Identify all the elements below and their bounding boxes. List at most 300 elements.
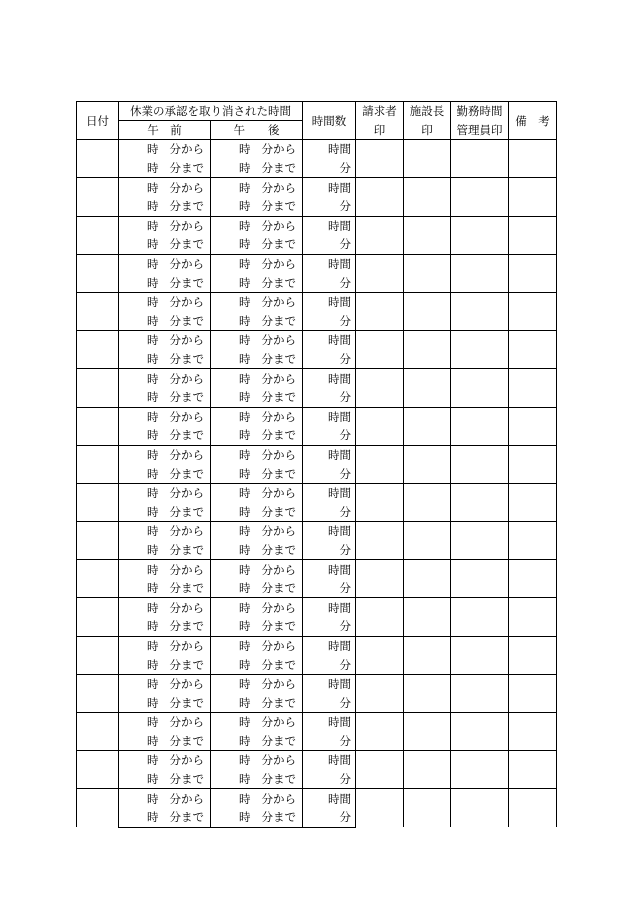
requester-seal-cell[interactable] <box>356 178 404 216</box>
facility-seal-cell[interactable] <box>404 254 451 292</box>
remarks-cell[interactable] <box>509 483 557 521</box>
from-label: 分から <box>169 371 204 386</box>
hours-unit-label: 時間 <box>328 180 351 195</box>
hour-label: 時 <box>239 486 251 501</box>
am-to-cell[interactable] <box>119 693 211 712</box>
from-label: 分から <box>261 638 296 653</box>
facility-seal-cell[interactable] <box>404 292 451 330</box>
to-label: 分まで <box>261 581 296 596</box>
from-label: 分から <box>261 753 296 768</box>
minutes-unit-label: 分 <box>339 428 351 443</box>
pm-to-cell[interactable] <box>211 312 303 331</box>
manager-seal-cell[interactable] <box>451 216 509 254</box>
date-cell[interactable] <box>77 369 119 407</box>
hours-cell[interactable] <box>303 522 356 541</box>
hours-cell[interactable] <box>303 140 356 159</box>
minutes-cell[interactable] <box>303 426 356 445</box>
hour-label: 時 <box>239 753 251 768</box>
am-from-cell[interactable] <box>119 292 211 311</box>
manager-seal-cell[interactable] <box>451 789 509 827</box>
am-from-cell[interactable] <box>119 522 211 541</box>
minutes-cell[interactable] <box>303 579 356 598</box>
to-label: 分まで <box>169 695 204 710</box>
requester-seal-cell[interactable] <box>356 407 404 445</box>
remarks-cell[interactable] <box>509 445 557 483</box>
minutes-unit-label: 分 <box>339 466 351 481</box>
table-row <box>77 713 557 732</box>
hour-label: 時 <box>147 600 159 615</box>
manager-seal-cell[interactable] <box>451 140 509 178</box>
hour-label: 時 <box>147 810 159 825</box>
minutes-cell[interactable] <box>303 693 356 712</box>
pm-to-cell[interactable] <box>211 655 303 674</box>
remarks-cell[interactable] <box>509 522 557 560</box>
hour-label: 時 <box>147 542 159 557</box>
hour-label: 時 <box>239 199 251 214</box>
hours-cell[interactable] <box>303 292 356 311</box>
from-label: 分から <box>169 486 204 501</box>
table-row <box>77 560 557 579</box>
pm-to-cell[interactable] <box>211 159 303 178</box>
hours-cell[interactable] <box>303 713 356 732</box>
minutes-unit-label: 分 <box>339 275 351 290</box>
date-cell[interactable] <box>77 445 119 483</box>
minutes-cell[interactable] <box>303 655 356 674</box>
facility-seal-cell[interactable] <box>404 445 451 483</box>
pm-to-cell[interactable] <box>211 502 303 521</box>
hour-label: 時 <box>147 466 159 481</box>
remarks-cell[interactable] <box>509 407 557 445</box>
requester-seal-cell[interactable] <box>356 369 404 407</box>
from-label: 分から <box>169 295 204 310</box>
date-cell[interactable] <box>77 713 119 751</box>
remarks-cell[interactable] <box>509 636 557 674</box>
to-label: 分まで <box>261 390 296 405</box>
am-to-cell[interactable] <box>119 464 211 483</box>
facility-seal-cell[interactable] <box>404 789 451 827</box>
facility-seal-cell[interactable] <box>404 369 451 407</box>
am-to-cell[interactable] <box>119 732 211 751</box>
table-row <box>77 674 557 693</box>
date-cell[interactable] <box>77 674 119 712</box>
date-cell[interactable] <box>77 292 119 330</box>
hour-label: 時 <box>239 542 251 557</box>
minutes-unit-label: 分 <box>339 161 351 176</box>
from-label: 分から <box>169 409 204 424</box>
from-label: 分から <box>261 447 296 462</box>
header-hours: 時間数 <box>303 102 356 140</box>
remarks-cell[interactable] <box>509 789 557 827</box>
am-from-cell[interactable] <box>119 407 211 426</box>
hours-unit-label: 時間 <box>328 638 351 653</box>
am-from-cell[interactable] <box>119 674 211 693</box>
to-label: 分まで <box>261 542 296 557</box>
from-label: 分から <box>169 791 204 806</box>
manager-seal-cell[interactable] <box>451 483 509 521</box>
hour-label: 時 <box>239 390 251 405</box>
remarks-cell[interactable] <box>509 369 557 407</box>
requester-seal-cell[interactable] <box>356 598 404 636</box>
requester-seal-cell[interactable] <box>356 254 404 292</box>
from-label: 分から <box>261 409 296 424</box>
to-label: 分まで <box>169 542 204 557</box>
header-pm: 午 後 <box>211 121 303 140</box>
hour-label: 時 <box>239 447 251 462</box>
hours-cell[interactable] <box>303 598 356 617</box>
remarks-cell[interactable] <box>509 331 557 369</box>
pm-to-cell[interactable] <box>211 808 303 827</box>
hour-label: 時 <box>239 504 251 519</box>
am-to-cell[interactable] <box>119 579 211 598</box>
from-label: 分から <box>261 371 296 386</box>
remarks-cell[interactable] <box>509 751 557 789</box>
hour-label: 時 <box>239 810 251 825</box>
am-from-cell[interactable] <box>119 789 211 808</box>
to-label: 分まで <box>261 733 296 748</box>
hour-label: 時 <box>147 772 159 787</box>
pm-from-cell[interactable] <box>211 140 303 159</box>
from-label: 分から <box>261 218 296 233</box>
am-from-cell[interactable] <box>119 751 211 770</box>
minutes-cell[interactable] <box>303 159 356 178</box>
facility-seal-cell[interactable] <box>404 407 451 445</box>
requester-seal-cell[interactable] <box>356 751 404 789</box>
manager-seal-cell[interactable] <box>451 636 509 674</box>
requester-seal-cell[interactable] <box>356 522 404 560</box>
am-to-cell[interactable] <box>119 541 211 560</box>
am-from-cell[interactable] <box>119 483 211 502</box>
requester-seal-cell[interactable] <box>356 713 404 751</box>
hour-label: 時 <box>239 619 251 634</box>
am-to-cell[interactable] <box>119 312 211 331</box>
from-label: 分から <box>261 524 296 539</box>
pm-from-cell[interactable] <box>211 178 303 197</box>
to-label: 分まで <box>261 619 296 634</box>
manager-seal-cell[interactable] <box>451 445 509 483</box>
minutes-cell[interactable] <box>303 464 356 483</box>
hours-cell[interactable] <box>303 254 356 273</box>
pm-from-cell[interactable] <box>211 789 303 808</box>
to-label: 分まで <box>261 466 296 481</box>
minutes-cell[interactable] <box>303 502 356 521</box>
am-to-cell[interactable] <box>119 159 211 178</box>
minutes-cell[interactable] <box>303 235 356 254</box>
am-from-cell[interactable] <box>119 598 211 617</box>
from-label: 分から <box>169 715 204 730</box>
am-from-cell[interactable] <box>119 560 211 579</box>
am-from-cell[interactable] <box>119 331 211 350</box>
pm-from-cell[interactable] <box>211 292 303 311</box>
date-cell[interactable] <box>77 216 119 254</box>
manager-seal-cell[interactable] <box>451 560 509 598</box>
pm-from-cell[interactable] <box>211 636 303 655</box>
to-label: 分まで <box>169 199 204 214</box>
hours-cell[interactable] <box>303 407 356 426</box>
date-cell[interactable] <box>77 522 119 560</box>
date-cell[interactable] <box>77 560 119 598</box>
to-label: 分まで <box>261 504 296 519</box>
remarks-cell[interactable] <box>509 560 557 598</box>
pm-to-cell[interactable] <box>211 350 303 369</box>
minutes-unit-label: 分 <box>339 619 351 634</box>
pm-to-cell[interactable] <box>211 426 303 445</box>
table-body <box>77 140 557 827</box>
hours-cell[interactable] <box>303 445 356 464</box>
pm-to-cell[interactable] <box>211 197 303 216</box>
to-label: 分まで <box>169 313 204 328</box>
pm-from-cell[interactable] <box>211 407 303 426</box>
to-label: 分まで <box>169 581 204 596</box>
table-row <box>77 636 557 655</box>
to-label: 分まで <box>169 772 204 787</box>
minutes-cell[interactable] <box>303 808 356 827</box>
requester-seal-cell[interactable] <box>356 674 404 712</box>
hour-label: 時 <box>239 237 251 252</box>
date-cell[interactable] <box>77 751 119 789</box>
hours-cell[interactable] <box>303 560 356 579</box>
hour-label: 時 <box>239 733 251 748</box>
manager-seal-cell[interactable] <box>451 751 509 789</box>
minutes-cell[interactable] <box>303 388 356 407</box>
hours-cell[interactable] <box>303 789 356 808</box>
hour-label: 時 <box>147 390 159 405</box>
hour-label: 時 <box>239 791 251 806</box>
date-cell[interactable] <box>77 407 119 445</box>
facility-seal-cell[interactable] <box>404 483 451 521</box>
to-label: 分まで <box>261 657 296 672</box>
pm-from-cell[interactable] <box>211 522 303 541</box>
from-label: 分から <box>261 257 296 272</box>
pm-from-cell[interactable] <box>211 369 303 388</box>
remarks-cell[interactable] <box>509 254 557 292</box>
facility-seal-cell[interactable] <box>404 598 451 636</box>
from-label: 分から <box>169 753 204 768</box>
from-label: 分から <box>169 600 204 615</box>
pm-from-cell[interactable] <box>211 674 303 693</box>
manager-seal-cell[interactable] <box>451 522 509 560</box>
requester-seal-cell[interactable] <box>356 483 404 521</box>
table-row <box>77 407 557 426</box>
hour-label: 時 <box>239 600 251 615</box>
date-cell[interactable] <box>77 140 119 178</box>
date-cell[interactable] <box>77 636 119 674</box>
minutes-unit-label: 分 <box>339 542 351 557</box>
pm-to-cell[interactable] <box>211 732 303 751</box>
remarks-cell[interactable] <box>509 713 557 751</box>
hour-label: 時 <box>147 619 159 634</box>
hours-cell[interactable] <box>303 216 356 235</box>
header-facility-seal: 印 <box>404 121 451 140</box>
am-from-cell[interactable] <box>119 216 211 235</box>
requester-seal-cell[interactable] <box>356 216 404 254</box>
requester-seal-cell[interactable] <box>356 331 404 369</box>
am-from-cell[interactable] <box>119 636 211 655</box>
from-label: 分から <box>169 562 204 577</box>
pm-to-cell[interactable] <box>211 617 303 636</box>
hour-label: 時 <box>147 295 159 310</box>
pm-from-cell[interactable] <box>211 713 303 732</box>
minutes-cell[interactable] <box>303 770 356 789</box>
pm-to-cell[interactable] <box>211 388 303 407</box>
minutes-unit-label: 分 <box>339 352 351 367</box>
requester-seal-cell[interactable] <box>356 636 404 674</box>
date-cell[interactable] <box>77 789 119 827</box>
remarks-cell[interactable] <box>509 598 557 636</box>
manager-seal-cell[interactable] <box>451 598 509 636</box>
minutes-cell[interactable] <box>303 312 356 331</box>
hours-cell[interactable] <box>303 178 356 197</box>
remarks-cell[interactable] <box>509 140 557 178</box>
table-row <box>77 522 557 541</box>
pm-from-cell[interactable] <box>211 560 303 579</box>
hour-label: 時 <box>239 295 251 310</box>
hour-label: 時 <box>147 562 159 577</box>
hours-unit-label: 時間 <box>328 753 351 768</box>
hours-cell[interactable] <box>303 751 356 770</box>
date-cell[interactable] <box>77 331 119 369</box>
hour-label: 時 <box>147 409 159 424</box>
pm-from-cell[interactable] <box>211 216 303 235</box>
from-label: 分から <box>261 791 296 806</box>
am-from-cell[interactable] <box>119 254 211 273</box>
facility-seal-cell[interactable] <box>404 674 451 712</box>
hour-label: 時 <box>147 371 159 386</box>
manager-seal-cell[interactable] <box>451 674 509 712</box>
hour-label: 時 <box>239 352 251 367</box>
pm-to-cell[interactable] <box>211 579 303 598</box>
to-label: 分まで <box>169 504 204 519</box>
requester-seal-cell[interactable] <box>356 789 404 827</box>
am-to-cell[interactable] <box>119 502 211 521</box>
hours-cell[interactable] <box>303 369 356 388</box>
facility-seal-cell[interactable] <box>404 178 451 216</box>
manager-seal-cell[interactable] <box>451 254 509 292</box>
from-label: 分から <box>261 715 296 730</box>
pm-from-cell[interactable] <box>211 598 303 617</box>
hour-label: 時 <box>147 180 159 195</box>
manager-seal-cell[interactable] <box>451 713 509 751</box>
hours-cell[interactable] <box>303 483 356 502</box>
pm-to-cell[interactable] <box>211 541 303 560</box>
pm-from-cell[interactable] <box>211 331 303 350</box>
manager-seal-cell[interactable] <box>451 369 509 407</box>
remarks-cell[interactable] <box>509 292 557 330</box>
hours-cell[interactable] <box>303 331 356 350</box>
header-cancelled-leave: 休業の承認を取り消された時間 <box>119 102 303 121</box>
am-to-cell[interactable] <box>119 655 211 674</box>
pm-from-cell[interactable] <box>211 254 303 273</box>
pm-to-cell[interactable] <box>211 464 303 483</box>
remarks-cell[interactable] <box>509 178 557 216</box>
to-label: 分まで <box>261 199 296 214</box>
from-label: 分から <box>169 142 204 157</box>
minutes-unit-label: 分 <box>339 390 351 405</box>
manager-seal-cell[interactable] <box>451 178 509 216</box>
facility-seal-cell[interactable] <box>404 560 451 598</box>
pm-to-cell[interactable] <box>211 273 303 292</box>
hour-label: 時 <box>147 581 159 596</box>
remarks-cell[interactable] <box>509 216 557 254</box>
am-from-cell[interactable] <box>119 369 211 388</box>
facility-seal-cell[interactable] <box>404 522 451 560</box>
pm-to-cell[interactable] <box>211 235 303 254</box>
am-to-cell[interactable] <box>119 273 211 292</box>
am-from-cell[interactable] <box>119 178 211 197</box>
am-to-cell[interactable] <box>119 197 211 216</box>
date-cell[interactable] <box>77 178 119 216</box>
minutes-cell[interactable] <box>303 350 356 369</box>
pm-to-cell[interactable] <box>211 770 303 789</box>
facility-seal-cell[interactable] <box>404 636 451 674</box>
facility-seal-cell[interactable] <box>404 140 451 178</box>
hour-label: 時 <box>239 677 251 692</box>
to-label: 分まで <box>261 237 296 252</box>
am-to-cell[interactable] <box>119 808 211 827</box>
pm-from-cell[interactable] <box>211 483 303 502</box>
to-label: 分まで <box>261 772 296 787</box>
am-to-cell[interactable] <box>119 617 211 636</box>
hour-label: 時 <box>239 313 251 328</box>
am-from-cell[interactable] <box>119 140 211 159</box>
minutes-cell[interactable] <box>303 197 356 216</box>
minutes-unit-label: 分 <box>339 199 351 214</box>
facility-seal-cell[interactable] <box>404 331 451 369</box>
to-label: 分まで <box>169 733 204 748</box>
am-to-cell[interactable] <box>119 388 211 407</box>
hour-label: 時 <box>239 715 251 730</box>
minutes-cell[interactable] <box>303 273 356 292</box>
hour-label: 時 <box>239 218 251 233</box>
requester-seal-cell[interactable] <box>356 445 404 483</box>
requester-seal-cell[interactable] <box>356 140 404 178</box>
minutes-cell[interactable] <box>303 541 356 560</box>
am-from-cell[interactable] <box>119 713 211 732</box>
hours-unit-label: 時間 <box>328 295 351 310</box>
facility-seal-cell[interactable] <box>404 216 451 254</box>
pm-from-cell[interactable] <box>211 445 303 464</box>
manager-seal-cell[interactable] <box>451 407 509 445</box>
header-hours-manager: 勤務時間 <box>451 102 509 121</box>
am-from-cell[interactable] <box>119 445 211 464</box>
manager-seal-cell[interactable] <box>451 292 509 330</box>
hours-unit-label: 時間 <box>328 600 351 615</box>
requester-seal-cell[interactable] <box>356 292 404 330</box>
pm-from-cell[interactable] <box>211 751 303 770</box>
remarks-cell[interactable] <box>509 674 557 712</box>
am-to-cell[interactable] <box>119 426 211 445</box>
minutes-cell[interactable] <box>303 617 356 636</box>
table-row <box>77 292 557 311</box>
from-label: 分から <box>261 295 296 310</box>
date-cell[interactable] <box>77 598 119 636</box>
pm-to-cell[interactable] <box>211 693 303 712</box>
minutes-cell[interactable] <box>303 732 356 751</box>
hours-cell[interactable] <box>303 636 356 655</box>
hour-label: 時 <box>147 161 159 176</box>
to-label: 分まで <box>261 428 296 443</box>
manager-seal-cell[interactable] <box>451 331 509 369</box>
am-to-cell[interactable] <box>119 235 211 254</box>
facility-seal-cell[interactable] <box>404 713 451 751</box>
date-cell[interactable] <box>77 254 119 292</box>
requester-seal-cell[interactable] <box>356 560 404 598</box>
am-to-cell[interactable] <box>119 350 211 369</box>
am-to-cell[interactable] <box>119 770 211 789</box>
facility-seal-cell[interactable] <box>404 751 451 789</box>
date-cell[interactable] <box>77 483 119 521</box>
hours-cell[interactable] <box>303 674 356 693</box>
to-label: 分まで <box>261 810 296 825</box>
